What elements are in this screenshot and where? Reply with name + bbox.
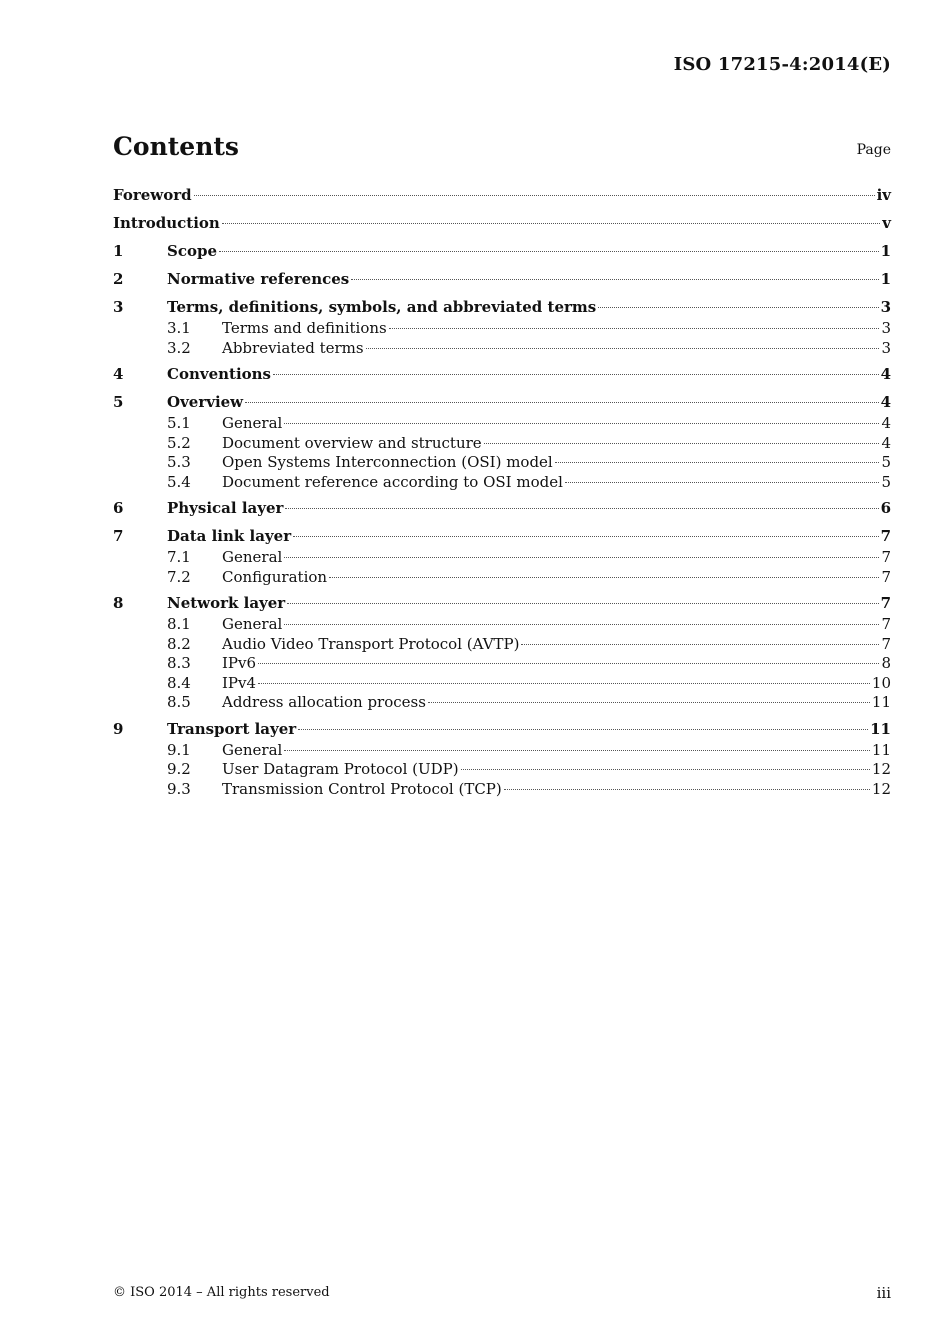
toc-entry-number: 1 [113,242,124,260]
toc-entry-number: 8.2 [167,634,191,653]
toc-entry-label: User Datagram Protocol (UDP) [222,760,459,778]
toc-entry-label: Data link layer [167,527,292,545]
toc-entry-page: 7 [881,567,891,586]
toc-entry-page: 3 [881,338,891,357]
toc-entry-page: 7 [881,615,891,633]
toc-entry-number: 9.1 [167,740,191,759]
toc-entry-number: 2 [113,270,124,288]
toc-entry-number: 8 [113,594,124,612]
dot-leader [258,663,879,664]
toc-entry-label: Terms, definitions, symbols, and abbreviated terms [167,298,597,316]
dot-leader [285,508,878,509]
dot-leader [555,462,880,463]
toc-entry-section[interactable] [113,242,891,263]
dot-leader [284,423,879,424]
toc-entry-label: Introduction [113,214,220,232]
toc-entry-page: 5 [881,453,891,471]
toc-entry-subsection[interactable] [113,615,891,635]
toc-entry-subsection[interactable] [113,319,891,339]
toc-entry-subsection[interactable] [113,434,891,454]
toc-entry-foreword[interactable] [113,186,891,207]
toc-entry-section[interactable] [113,527,891,548]
toc-entry-number: 3.2 [167,338,191,357]
toc-entry-section[interactable] [113,393,891,414]
toc-entry-subsection[interactable] [113,780,891,800]
toc-entry-label: General [222,615,283,633]
toc-entry-number: 5.4 [167,472,191,491]
toc-entry-page: 4 [880,365,891,383]
toc-entry-label: Abbreviated terms [222,338,364,357]
toc-entry-page: 3 [881,319,891,337]
document-id: ISO 17215-4:2014(E) [673,54,891,75]
dot-leader [194,195,875,196]
toc-entry-label: Foreword [113,186,192,204]
toc-entry-label: General [222,414,283,432]
toc-entry-subsection[interactable] [113,674,891,694]
dot-leader [484,443,880,444]
dot-leader [366,348,880,349]
toc-entry-page: 1 [880,242,891,260]
toc-entry-label: Audio Video Transport Protocol (AVTP) [222,634,520,653]
toc-entry-label: Physical layer [167,499,284,517]
dot-leader [287,603,878,604]
toc-entry-page: 11 [871,693,891,711]
toc-entry-page: 11 [871,740,891,759]
table-of-contents [113,186,891,799]
toc-entry-number: 3.1 [167,319,191,337]
toc-entry-subsection[interactable] [113,414,891,434]
toc-entry-label: Overview [167,393,244,411]
dot-leader [329,577,879,578]
toc-entry-page: 12 [871,779,891,798]
toc-sections [113,242,891,799]
toc-entry-subsection[interactable] [113,635,891,655]
toc-entry-subsection[interactable] [113,693,891,713]
toc-entry-subsection[interactable] [113,339,891,359]
toc-entry-page: 10 [871,673,891,692]
toc-entry-label: Document reference according to OSI model [222,472,563,491]
toc-entry-label: Document overview and structure [222,433,482,452]
toc-entry-page: iv [876,186,891,204]
toc-entry-number: 6 [113,499,124,517]
toc-entry-page: 1 [880,270,891,288]
toc-entry-number: 8.5 [167,693,191,711]
page-column-label: Page [856,142,891,158]
dot-leader [389,328,880,329]
toc-entry-section[interactable] [113,270,891,291]
toc-entry-section[interactable] [113,499,891,520]
toc-entry-label: Configuration [222,567,328,586]
toc-entry-label: Open Systems Interconnection (OSI) model [222,453,553,471]
toc-entry-label: Normative references [167,270,350,288]
toc-entry-label: IPv6 [222,654,257,672]
copyright-notice: © ISO 2014 – All rights reserved [113,1285,330,1300]
toc-entry-number: 8.1 [167,615,191,633]
dot-leader [284,750,870,751]
toc-entry-number: 4 [113,365,124,383]
toc-entry-page: 3 [880,298,891,316]
toc-entry-page: 5 [881,472,891,491]
dot-leader [521,644,879,645]
toc-entry-number: 5.2 [167,433,191,452]
dot-leader [258,683,870,684]
toc-entry-subsection[interactable] [113,453,891,473]
dot-leader [298,729,868,730]
toc-entry-label: General [222,740,283,759]
toc-entry-section[interactable] [113,298,891,319]
toc-entry-page: 6 [880,499,891,517]
dot-leader [293,536,878,537]
toc-entry-page: v [882,214,891,232]
toc-entry-number: 9 [113,719,124,738]
toc-entry-number: 5 [113,393,124,411]
toc-entry-page: 7 [880,527,891,545]
toc-entry-page: 4 [881,414,891,432]
toc-entry-number: 7 [113,527,124,545]
page-number: iii [876,1284,891,1302]
toc-entry-subsection[interactable] [113,548,891,568]
toc-entry-number: 7.1 [167,548,191,566]
dot-leader [284,557,879,558]
toc-entry-page: 12 [871,760,891,778]
toc-entry-label: Scope [167,242,218,260]
toc-entry-subsection[interactable] [113,741,891,761]
toc-entry-number: 8.4 [167,673,191,692]
dot-leader [273,374,879,375]
dot-leader [428,702,870,703]
dot-leader [284,624,879,625]
toc-entry-number: 7.2 [167,567,191,586]
toc-entry-label: Address allocation process [222,693,426,711]
toc-entry-label: Terms and definitions [222,319,387,337]
toc-entry-label: IPv4 [222,673,257,692]
toc-entry-label: Conventions [167,365,271,383]
toc-entry-number: 9.2 [167,760,191,778]
dot-leader [219,251,879,252]
toc-entry-page: 11 [870,719,891,738]
dot-leader [504,789,870,790]
toc-entry-page: 7 [880,594,891,612]
page-title: Contents [113,132,240,161]
toc-entry-section[interactable] [113,365,891,386]
toc-entry-subsection[interactable] [113,760,891,780]
dot-leader [222,223,880,224]
dot-leader [598,307,878,308]
toc-entry-page: 4 [881,433,891,452]
toc-entry-subsection[interactable] [113,654,891,674]
toc-entry-section[interactable] [113,720,891,741]
dot-leader [461,769,870,770]
dot-leader [245,402,878,403]
toc-entry-number: 8.3 [167,654,191,672]
toc-entry-subsection[interactable] [113,473,891,493]
toc-entry-page: 4 [880,393,891,411]
toc-entry-label: Network layer [167,594,286,612]
toc-entry-page: 7 [881,634,891,653]
dot-leader [565,482,880,483]
toc-entry-number: 5.1 [167,414,191,432]
toc-entry-label: General [222,548,283,566]
toc-entry-number: 9.3 [167,779,191,798]
toc-entry-introduction[interactable] [113,214,891,235]
toc-entry-number: 3 [113,298,124,316]
toc-entry-label: Transmission Control Protocol (TCP) [222,779,502,798]
dot-leader [351,279,878,280]
toc-entry-page: 7 [881,548,891,566]
toc-entry-subsection[interactable] [113,568,891,588]
toc-entry-label: Transport layer [167,719,297,738]
toc-entry-number: 5.3 [167,453,191,471]
toc-entry-section[interactable] [113,594,891,615]
toc-entry-page: 8 [881,654,891,672]
